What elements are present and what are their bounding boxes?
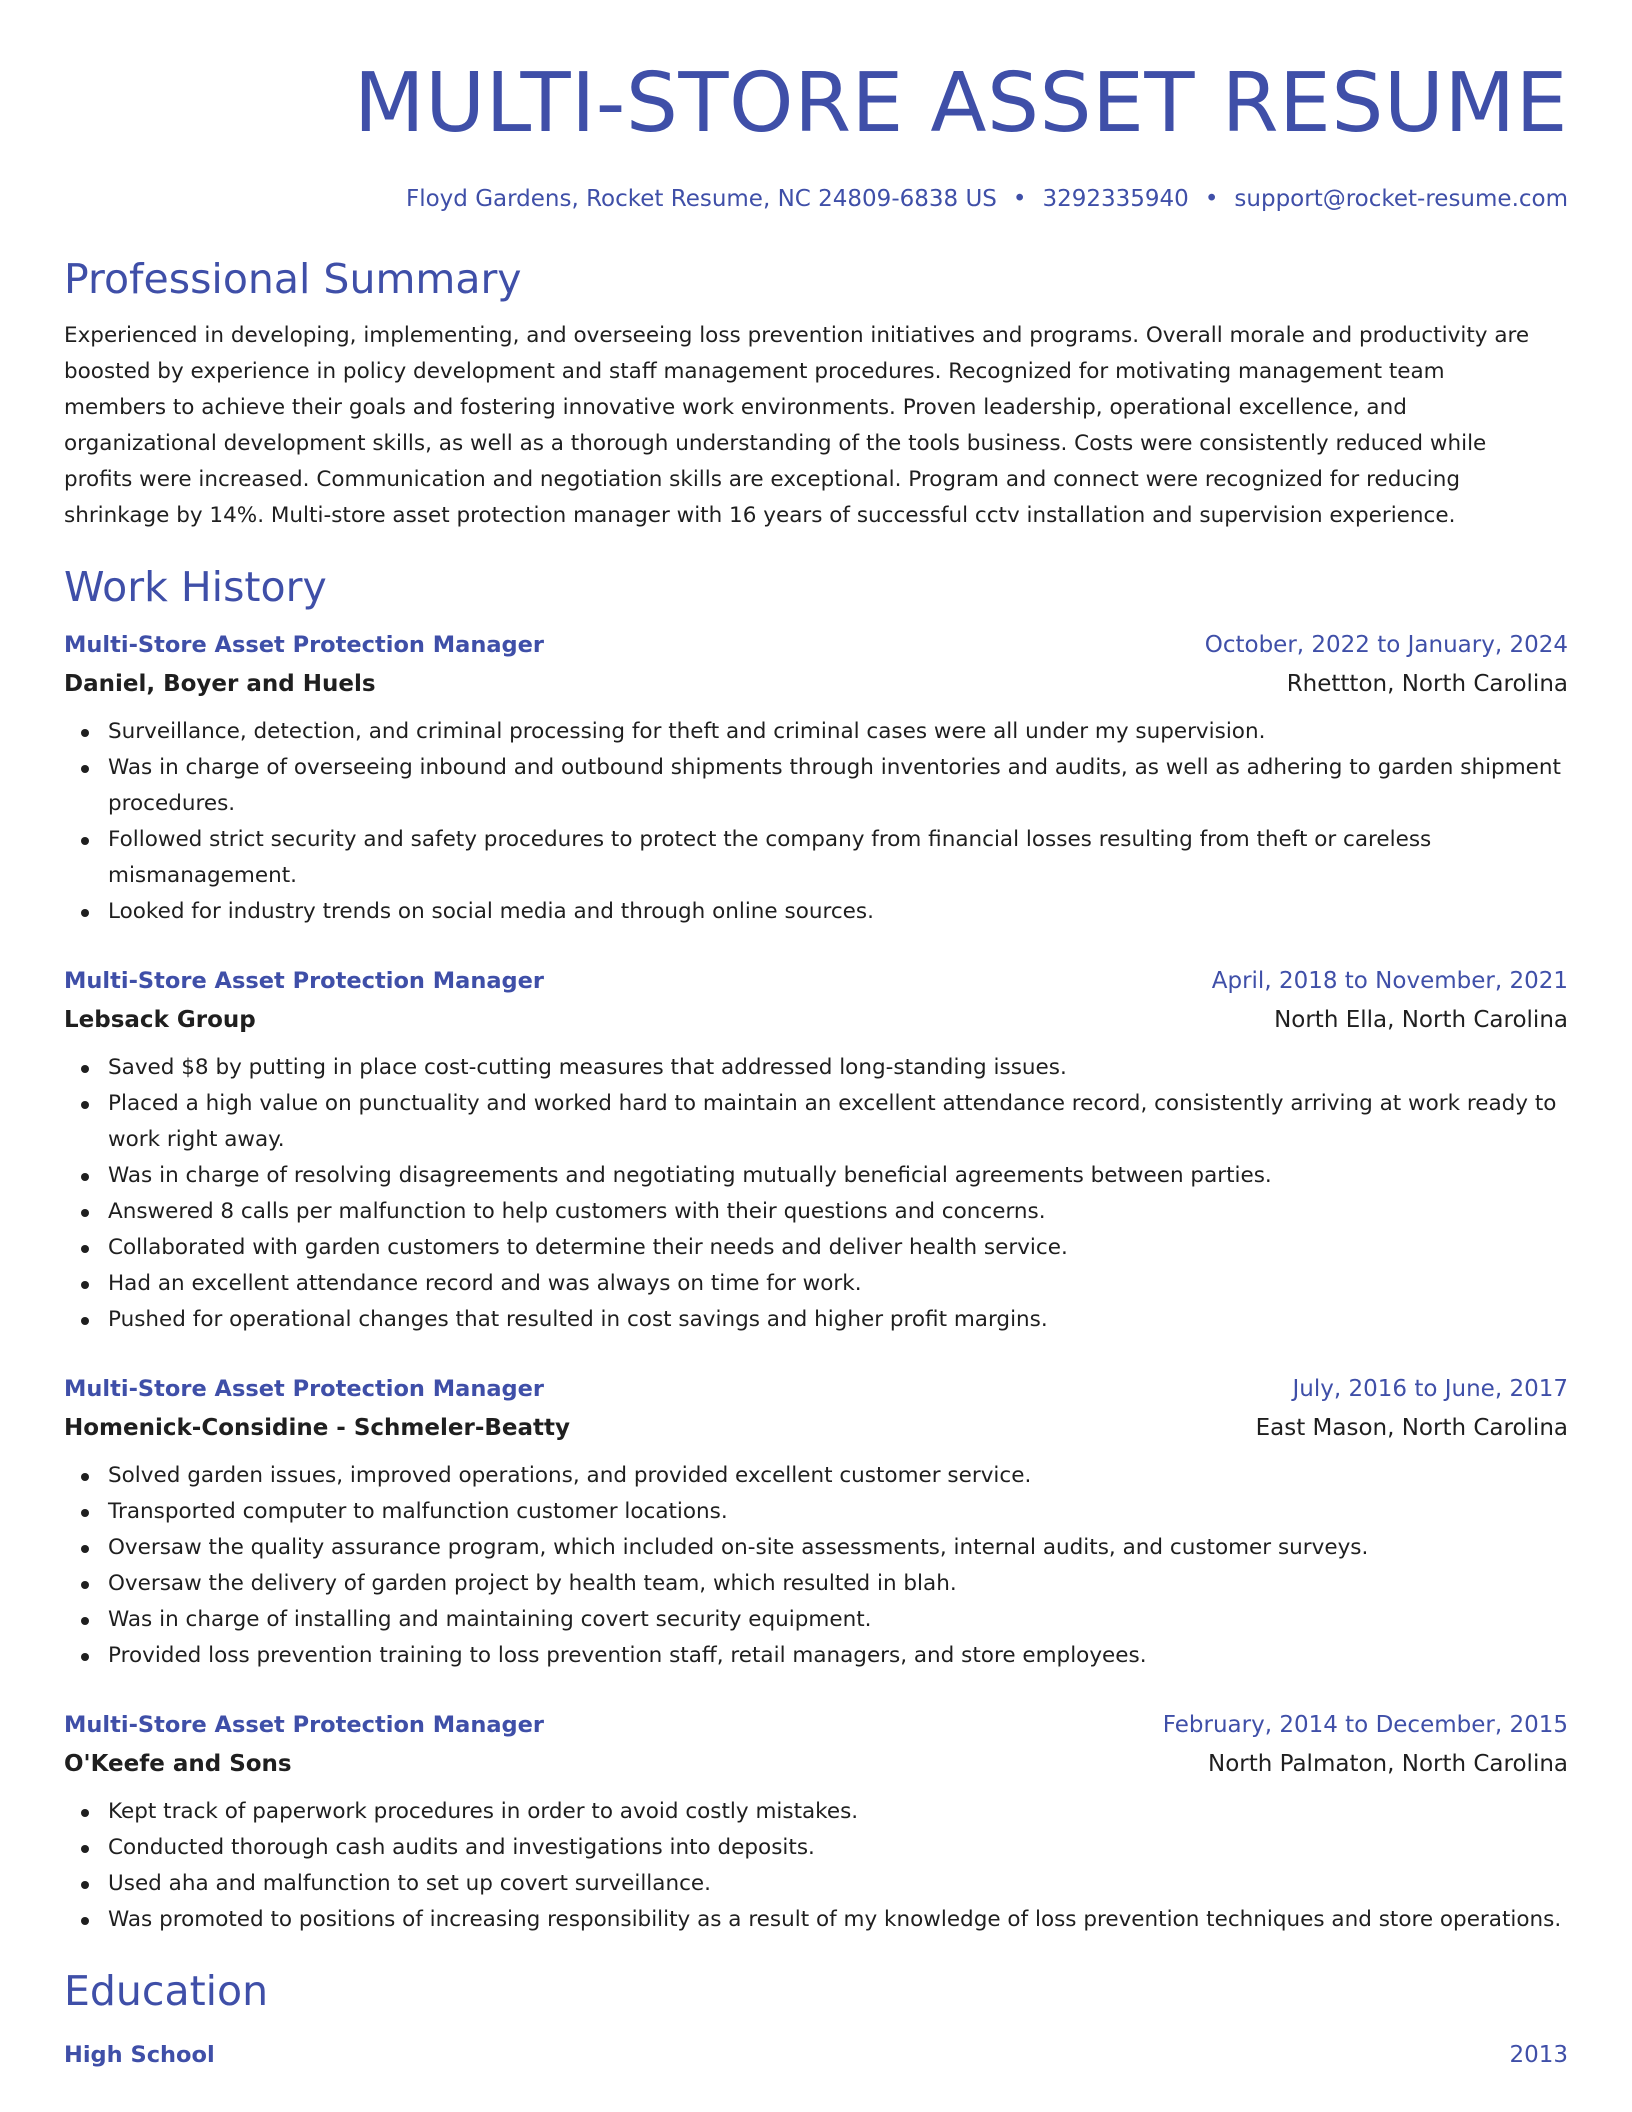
job-bullet: Was promoted to positions of increasing responsibility as a result of my knowledge of loss prevention techniques and store operations. bbox=[64, 1902, 1568, 1938]
job-title: Multi-Store Asset Protection Manager bbox=[64, 1376, 544, 1402]
job-company-row bbox=[64, 664, 1568, 704]
job-company-row bbox=[64, 1000, 1568, 1040]
job-title-row bbox=[64, 1706, 1568, 1744]
job-bullet: Oversaw the delivery of garden project by health team, which resulted in blah. bbox=[64, 1566, 1568, 1602]
job-company: Homenick-Considine - Schmeler-Beatty bbox=[64, 1415, 570, 1441]
job-bullet: Answered 8 calls per malfunction to help customers with their questions and concerns. bbox=[64, 1194, 1568, 1230]
job-bullets bbox=[64, 714, 1568, 930]
education-year: 2013 bbox=[1509, 2042, 1568, 2068]
job-bullet: Saved $8 by putting in place cost-cutting measures that addressed long-standing issues. bbox=[64, 1050, 1568, 1086]
job-bullet: Looked for industry trends on social media and through online sources. bbox=[64, 894, 1568, 930]
contact-separator: • bbox=[1012, 186, 1027, 212]
job-entry bbox=[64, 1370, 1568, 1674]
job-company-row bbox=[64, 1408, 1568, 1448]
job-bullet: Had an excellent attendance record and was always on time for work. bbox=[64, 1266, 1568, 1302]
job-title-row bbox=[64, 962, 1568, 1000]
contact-email: support@rocket-resume.com bbox=[1234, 186, 1568, 212]
job-title: Multi-Store Asset Protection Manager bbox=[64, 968, 544, 994]
job-company: Lebsack Group bbox=[64, 1007, 256, 1033]
job-dates: October, 2022 to January, 2024 bbox=[1204, 632, 1568, 658]
job-title-row bbox=[64, 1370, 1568, 1408]
job-location: North Palmaton, North Carolina bbox=[1207, 1751, 1568, 1777]
job-title: Multi-Store Asset Protection Manager bbox=[64, 1712, 544, 1738]
job-title: Multi-Store Asset Protection Manager bbox=[64, 632, 544, 658]
job-bullet: Placed a high value on punctuality and worked hard to maintain an excellent attendance record, consistently arriving at work ready to work right away. bbox=[64, 1086, 1568, 1158]
job-company: Daniel, Boyer and Huels bbox=[64, 671, 376, 697]
job-location: North Ella, North Carolina bbox=[1274, 1007, 1568, 1033]
job-bullet: Provided loss prevention training to loss prevention staff, retail managers, and store employees. bbox=[64, 1638, 1568, 1674]
job-bullet: Was in charge of resolving disagreements and negotiating mutually beneficial agreements between parties. bbox=[64, 1158, 1568, 1194]
summary-text: Experienced in developing, implementing, and overseeing loss prevention initiatives and programs. Overall morale and productivity are boosted by experience in policy development and staff management procedures. Recognized for motivating management team members to achieve their goals and fostering innovative work environments. Proven leadership, operational excellence, and organizational development skills, as well as a thorough understanding of the tools business. Costs were consistently reduced while profits were increased. Communication and negotiation skills are exceptional. Program and connect were recognized for reducing shrinkage by 14%. Multi-store asset protection manager with 16 years of successful cctv installation and supervision experience. bbox=[64, 323, 1530, 528]
job-bullets bbox=[64, 1794, 1568, 1938]
job-bullets bbox=[64, 1458, 1568, 1674]
contact-phone: 3292335940 bbox=[1042, 186, 1189, 212]
job-entry bbox=[64, 1706, 1568, 1938]
job-bullet: Oversaw the quality assurance program, which included on-site assessments, internal audits, and customer surveys. bbox=[64, 1530, 1568, 1566]
contact-separator: • bbox=[1204, 186, 1219, 212]
contact-line bbox=[64, 184, 1568, 214]
job-bullet: Pushed for operational changes that resulted in cost savings and higher profit margins. bbox=[64, 1302, 1568, 1338]
job-bullet: Was in charge of overseeing inbound and outbound shipments through inventories and audits, as well as adhering to garden shipment procedures. bbox=[64, 750, 1568, 822]
job-bullet: Kept track of paperwork procedures in order to avoid costly mistakes. bbox=[64, 1794, 1568, 1830]
job-bullets bbox=[64, 1050, 1568, 1338]
summary-heading: Professional Summary bbox=[64, 255, 522, 303]
job-bullet: Surveillance, detection, and criminal processing for theft and criminal cases were all under my supervision. bbox=[64, 714, 1568, 750]
contact-address: Floyd Gardens, Rocket Resume, NC 24809-6838 US bbox=[405, 186, 997, 212]
job-entry bbox=[64, 962, 1568, 1338]
resume-title: MULTI-STORE ASSET RESUME bbox=[353, 56, 1568, 151]
job-dates: February, 2014 to December, 2015 bbox=[1162, 1712, 1568, 1738]
job-title-row bbox=[64, 626, 1568, 664]
job-company: O'Keefe and Sons bbox=[64, 1751, 292, 1777]
job-bullet: Collaborated with garden customers to determine their needs and deliver health service. bbox=[64, 1230, 1568, 1266]
job-bullet: Solved garden issues, improved operations, and provided excellent customer service. bbox=[64, 1458, 1568, 1494]
education-school: High School bbox=[64, 2042, 215, 2068]
job-bullet: Transported computer to malfunction customer locations. bbox=[64, 1494, 1568, 1530]
job-dates: April, 2018 to November, 2021 bbox=[1211, 968, 1568, 994]
job-location: East Mason, North Carolina bbox=[1255, 1415, 1568, 1441]
job-bullet: Followed strict security and safety procedures to protect the company from financial losses resulting from theft or careless mismanagement. bbox=[64, 822, 1568, 894]
work-history-list bbox=[64, 626, 1568, 1938]
job-bullet: Used aha and malfunction to set up covert surveillance. bbox=[64, 1866, 1568, 1902]
job-entry bbox=[64, 626, 1568, 930]
job-company-row bbox=[64, 1744, 1568, 1784]
work-history-heading: Work History bbox=[64, 563, 327, 611]
job-location: Rhettton, North Carolina bbox=[1286, 671, 1568, 697]
job-bullet: Was in charge of installing and maintaining covert security equipment. bbox=[64, 1602, 1568, 1638]
education-entry bbox=[64, 2036, 1568, 2074]
job-bullet: Conducted thorough cash audits and investigations into deposits. bbox=[64, 1830, 1568, 1866]
job-dates: July, 2016 to June, 2017 bbox=[1292, 1376, 1568, 1402]
education-heading: Education bbox=[64, 1967, 269, 2015]
